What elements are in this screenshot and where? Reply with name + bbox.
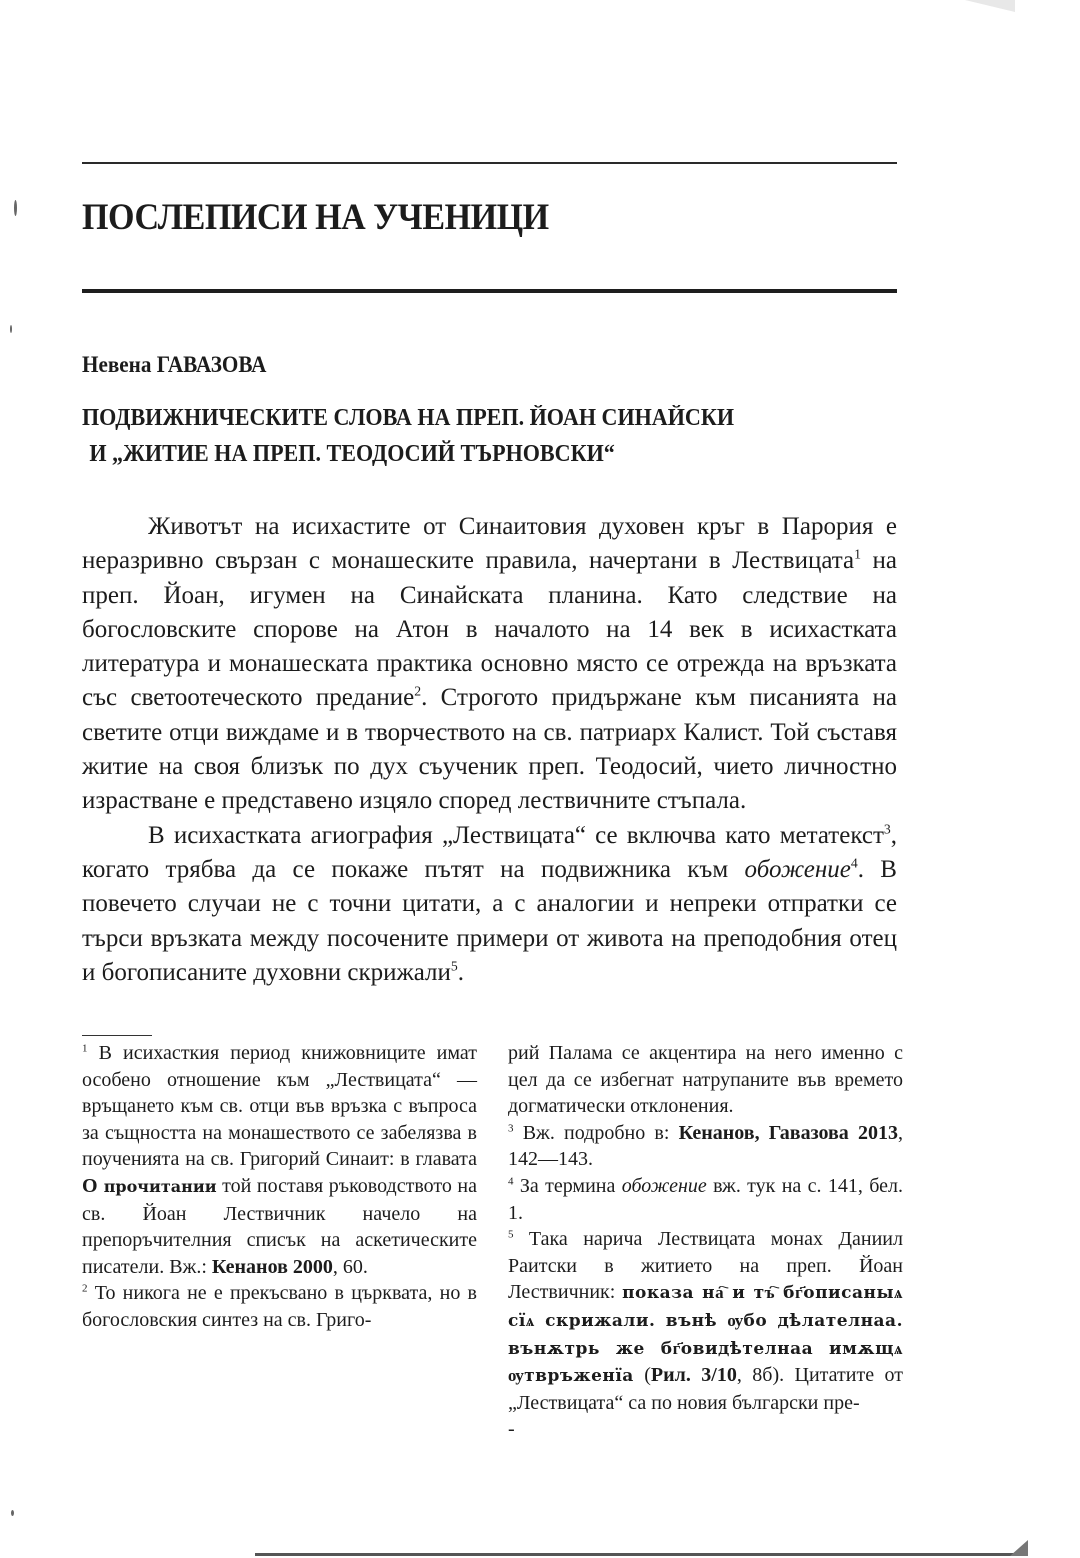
text-run: (: [633, 1364, 651, 1387]
text-run: Така нарича Лествицата монах Даниил Раитски в житието на преп. Йоан Лествичник:: [508, 1228, 903, 1304]
text-run: на преп. Йоан, игумен на Синайската планина. Като следствие на богословските спорове на Атон в началото на 14 век в исихастката литература и монашеската практика основно място се отрежда на връзката със светоотеческото предание: [82, 547, 898, 712]
scan-corner-artifact: [965, 0, 1015, 12]
bold-run: О: [82, 1174, 98, 1197]
citation-ref: Кенанов, Гавазова 2013: [678, 1121, 898, 1144]
church-slavonic-run: прочитании: [97, 1176, 217, 1196]
article-title-line-1: ПОДВИЖНИЧЕСКИТЕ СЛОВА НА ПРЕП. ЙОАН СИНАЙСКИ: [82, 405, 735, 431]
footnote-ref-2[interactable]: 2: [414, 683, 422, 699]
text-run: , 142—143.: [508, 1121, 903, 1171]
footnote-number: 4: [508, 1175, 514, 1188]
footnote-ref-1[interactable]: 1: [854, 546, 861, 562]
citation-ref: Кенанов 2000: [211, 1255, 333, 1278]
footnote-number: 2: [82, 1282, 88, 1295]
section-top-rule: [82, 162, 897, 164]
footnote-ref-5[interactable]: 5: [450, 958, 458, 974]
text-run: , 8б). Цитатите от „Лествицата“ са по новия български пре-: [508, 1364, 903, 1414]
article-body: [82, 510, 897, 990]
footnotes-right-column: [508, 1040, 903, 1443]
footnote-4: [508, 1173, 903, 1226]
footnote-5: [508, 1226, 903, 1416]
text-run: В исихастката агиография „Лествицата“ се включва като метатекст: [148, 821, 884, 849]
footnote-1: [82, 1040, 477, 1280]
text-run: вж. тук на с. 141, бел. 1.: [508, 1174, 904, 1224]
footnote-2: [82, 1280, 477, 1333]
footnote-separator: [82, 1035, 152, 1036]
footnote-ref-4[interactable]: 4: [850, 855, 858, 871]
text-run: той поставя ръководството на св. Йоан Лествичник начело на препоръчителния списък на аскетическите писатели. Вж.:: [82, 1174, 477, 1278]
page-bottom-edge: [255, 1553, 1025, 1556]
footnote-number: 3: [508, 1122, 514, 1135]
scan-speck: [14, 200, 17, 216]
text-run: . Строгото придържане към писанията на светите отци виждаме и в творчеството на св. патриарх Калист. Той съставя житие на своя близък по дух съученик преп. Теодосий, чието личностно израстване е представено изцяло според лествичните стъпала.: [82, 684, 897, 815]
footnotes-left-column: [82, 1040, 477, 1334]
text-run: , когато трябва да се покаже пътят на подвижника към: [82, 821, 897, 883]
text-run: Вж. подробно в:: [513, 1121, 679, 1144]
citation-ref: Рил. 3/10: [650, 1364, 737, 1387]
body-paragraph-1: [82, 510, 897, 819]
church-slavonic-quote: показа на҇ и тъ҇ бг҃описаныѧ сїѧ скрижали. вънѣ ѹбо дѣлателнаа. вънѫтрь же бг҃овидѣтелнаа имѫщѧ ѹтвръженїа: [508, 1283, 903, 1387]
footnote-3: [508, 1120, 903, 1173]
footnote-number: 5: [508, 1228, 514, 1241]
scan-speck: [11, 1510, 14, 1516]
text-run: Животът на исихастите от Синаитовия духовен кръг в Парория е неразривно свързан с монашеските правила, начертани в Лествицата: [82, 513, 897, 575]
section-title: ПОСЛЕПИСИ НА УЧЕНИЦИ: [82, 197, 549, 238]
text-run: За термина: [513, 1174, 622, 1197]
article-title: [82, 400, 910, 472]
text-run: . В повечето случаи не с точни цитати, а с аналогии и непреки отпратки се търси връзката между посочените примери от живота на преподобния отец и богописаните духовни скрижали: [82, 855, 897, 986]
text-run: .: [457, 958, 465, 986]
trailing-mark: -: [508, 1418, 515, 1441]
footnote-ref-3[interactable]: 3: [883, 821, 891, 837]
footnote-2-part-left: То никога не е прекъсвано в църквата, но в богословския синтез на св. Григо-: [82, 1282, 477, 1331]
section-bottom-rule: [82, 289, 897, 293]
body-paragraph-2: [82, 819, 897, 990]
article-author: Невена ГАВАЗОВА: [82, 352, 267, 377]
footnote-number: 1: [82, 1042, 88, 1055]
text-run: В исихасткия период книжовниците имат особено отношение към „Лествицата“ — връщането към св. отци във връзка с въпроса за същността на монашеството се забелязва в поученията на св. Григорий Синаит: в главата: [82, 1042, 477, 1171]
italic-term: обожение: [744, 855, 851, 883]
scan-speck: [10, 325, 12, 333]
italic-term: обожение: [621, 1174, 707, 1197]
article-title-line-2: И „ЖИТИЕ НА ПРЕП. ТЕОДОСИЙ ТЪРНОВСКИ“: [89, 441, 615, 467]
footnote-2-continued: рий Палама се акцентира на него именно с цел да се избегнат натрупаните във времето догматически отклонения.: [508, 1042, 903, 1118]
text-run: , 60.: [332, 1255, 368, 1278]
